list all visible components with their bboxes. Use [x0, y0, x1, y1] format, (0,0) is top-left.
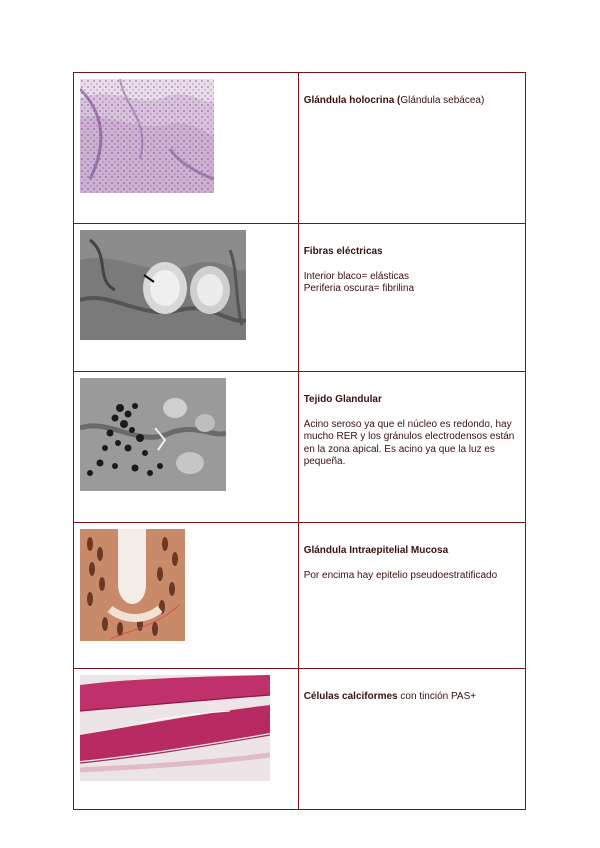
row-title: Fibras eléctricas — [303, 246, 383, 257]
electron-micrograph-serous-acinus — [80, 378, 226, 491]
row-title-suffix: con tinción PAS+ — [397, 691, 477, 702]
image-cell — [74, 372, 299, 523]
image-cell — [74, 669, 299, 810]
image-cell — [74, 224, 299, 372]
table-row — [74, 669, 526, 810]
image-cell — [74, 523, 299, 669]
histology-table — [73, 72, 526, 810]
table-row — [74, 372, 526, 523]
table-row — [74, 224, 526, 372]
description-cell — [298, 224, 525, 372]
row-title: Glándula Intraepitelial Mucosa — [303, 545, 449, 556]
row-body: Interior blaco= elásticas Periferia oscura= fibrilina — [303, 270, 415, 294]
row-title-suffix: Glándula sebácea) — [400, 95, 485, 106]
goblet-cells-pas-micrograph — [80, 675, 270, 781]
holocrine-gland-micrograph — [80, 79, 214, 193]
table-row — [74, 523, 526, 669]
description-cell — [298, 523, 525, 669]
description-cell: Glándula holocrina (Glándula sebácea) — [298, 73, 525, 224]
image-cell — [74, 73, 299, 224]
row-body: Por encima hay epitelio pseudoestratificado — [303, 569, 498, 581]
row-title: Tejido Glandular — [303, 394, 382, 405]
row-title: Células calciformes — [303, 691, 398, 702]
row-title: Glándula holocrina — [303, 95, 395, 106]
table-row — [74, 73, 526, 224]
description-cell — [298, 669, 525, 810]
description-cell — [298, 372, 525, 523]
electron-micrograph-fibers — [80, 230, 246, 340]
row-body: Acino seroso ya que el núcleo es redondo, hay mucho RER y los gránulos electrodensos están en la zona apical. Es acino ya que la luz es pequeña. — [303, 418, 515, 467]
intraepithelial-gland-micrograph — [80, 529, 185, 641]
